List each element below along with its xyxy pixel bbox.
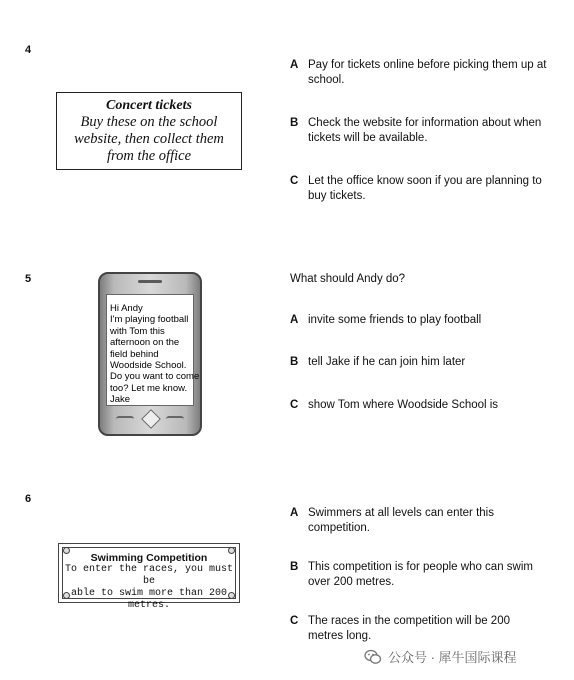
message-line: I'm playing football <box>110 314 189 326</box>
phone-end-key <box>166 416 184 422</box>
option-text: Swimmers at all levels can enter this competition. <box>308 507 494 534</box>
concert-ticket-notice <box>56 92 242 170</box>
option-text: tell Jake if he can join him later <box>308 356 466 368</box>
phone-call-key <box>116 416 134 422</box>
question-number: 6 <box>25 493 32 505</box>
message-line: Jake <box>110 394 131 406</box>
option-letter: C <box>290 615 299 627</box>
notice-line: from the office <box>106 148 192 164</box>
question-number: 4 <box>25 44 32 56</box>
notice-line: To enter the races, you must be <box>64 564 234 587</box>
option-letter: B <box>290 117 299 129</box>
notice-line: able to swim more than 200 metres. <box>70 588 228 611</box>
option-letter: A <box>290 314 299 326</box>
option-a <box>290 58 548 88</box>
screw-icon <box>228 592 235 599</box>
question-prompt: What should Andy do? <box>290 273 406 285</box>
question-number: 5 <box>25 273 32 285</box>
message-line: Woodside School. <box>110 360 187 372</box>
option-text: show Tom where Woodside School is <box>308 399 499 411</box>
option-text: invite some friends to play football <box>308 314 482 326</box>
option-letter: B <box>290 356 299 368</box>
text-message <box>106 294 200 406</box>
notice-line: Buy these on the school <box>80 114 218 130</box>
option-text: This competition is for people who can swim over 200 metres. <box>308 561 533 588</box>
option-letter: B <box>290 561 299 573</box>
watermark-text: 公众号 · 犀牛国际课程 <box>388 650 517 665</box>
option-c <box>290 614 548 644</box>
option-b <box>290 560 548 590</box>
option-letter: A <box>290 59 299 71</box>
notice-inner-border <box>62 547 236 599</box>
message-line: with Tom this <box>110 325 165 337</box>
option-letter: C <box>290 175 299 187</box>
message-line: Do you want to come <box>110 371 200 383</box>
message-line: afternoon on the <box>110 337 180 349</box>
message-line: field behind <box>110 348 159 360</box>
phone-home-button <box>141 409 161 429</box>
notice-title: Swimming Competition <box>90 552 208 564</box>
phone-speaker <box>138 280 162 283</box>
option-b <box>290 355 548 370</box>
mobile-phone-image <box>98 272 202 436</box>
message-line: Hi Andy <box>110 303 143 314</box>
swimming-notice <box>58 543 240 611</box>
option-letter: A <box>290 507 299 519</box>
option-text: Let the office know soon if you are planning to buy tickets. <box>308 175 542 202</box>
screw-icon <box>63 592 70 599</box>
wechat-icon <box>364 648 382 666</box>
option-c <box>290 398 548 413</box>
notice-title: Concert tickets <box>106 98 192 113</box>
notice-body <box>57 114 241 165</box>
option-text: Check the website for information about when tickets will be available. <box>308 117 542 144</box>
option-a <box>290 313 548 328</box>
screw-icon <box>63 547 70 554</box>
screw-icon <box>228 547 235 554</box>
message-line: too? Let me know. <box>110 382 188 394</box>
option-c <box>290 174 548 204</box>
option-letter: C <box>290 399 299 411</box>
option-text: The races in the competition will be 200 metres long. <box>308 615 510 642</box>
notice-line: website, then collect them <box>74 131 224 147</box>
option-text: Pay for tickets online before picking them up at school. <box>308 59 547 86</box>
watermark <box>364 647 517 666</box>
option-a <box>290 506 548 536</box>
option-b <box>290 116 548 146</box>
